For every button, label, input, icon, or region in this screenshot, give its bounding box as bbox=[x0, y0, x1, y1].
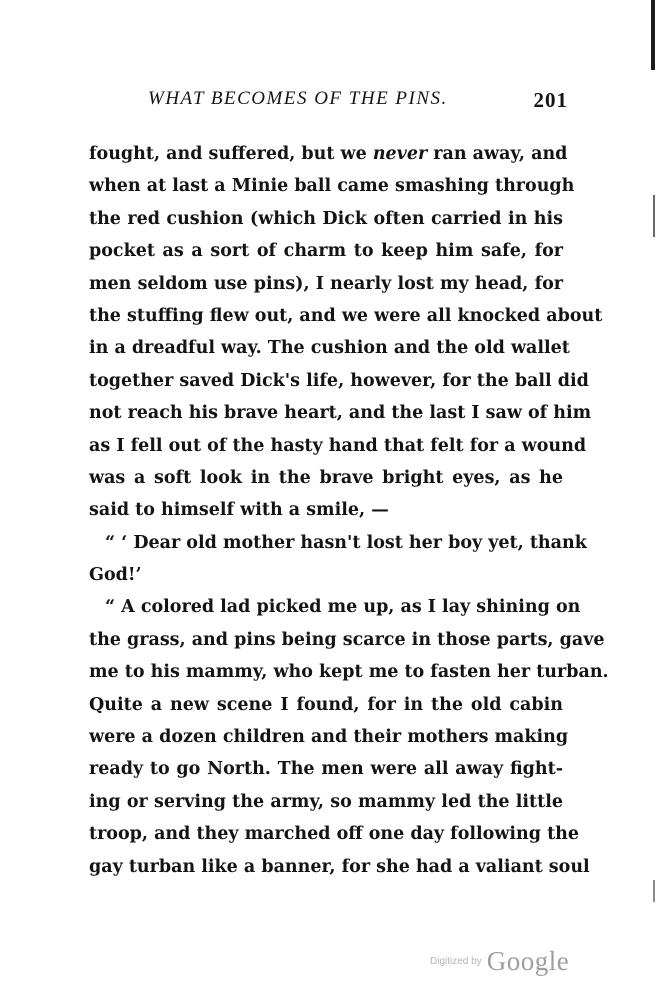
text-line-7: in a dreadful way. The cushion and the old wallet bbox=[89, 338, 570, 359]
text-line-1 bbox=[89, 138, 568, 170]
text-line-10: as I fell out of the hasty hand that felt for a wound bbox=[89, 435, 587, 456]
running-head bbox=[148, 88, 568, 118]
text-line-11: was a soft look in the brave bright eyes, as he bbox=[89, 467, 563, 488]
running-title: WHAT BECOMES OF THE PINS. bbox=[148, 88, 448, 109]
page-edge-shadow bbox=[651, 0, 655, 70]
text-line-18: Quite a new scene I found, for in the old cabin bbox=[89, 694, 563, 715]
text-line-5: men seldom use pins), I nearly lost my head, for bbox=[89, 273, 563, 294]
emphasis-word: never bbox=[372, 144, 428, 164]
watermark-brand: Google bbox=[486, 946, 570, 976]
text-line-22: troop, and they marched off one day following the bbox=[89, 824, 580, 845]
text-line-14: God!’ bbox=[89, 565, 142, 586]
body-text bbox=[89, 138, 609, 883]
text-line-19: were a dozen children and their mothers making bbox=[89, 727, 569, 748]
text-line-9: not reach his brave heart, and the last I saw of him bbox=[89, 403, 592, 424]
text-line-3: the red cushion (which Dick often carried in his bbox=[89, 208, 563, 229]
text-line-4: pocket as a sort of charm to keep him safe, for bbox=[89, 241, 563, 262]
page-number: 201 bbox=[533, 88, 568, 112]
text-segment: fought, and suffered, but we bbox=[89, 144, 373, 164]
text-line-21: ing or serving the army, so mammy led the little bbox=[89, 791, 563, 812]
text-line-2: when at last a Minie ball came smashing through bbox=[89, 176, 575, 197]
text-line-13: “ ‘ Dear old mother hasn't lost her boy yet, thank bbox=[105, 532, 587, 553]
digitization-watermark bbox=[430, 946, 570, 978]
text-line-12: said to himself with a smile, — bbox=[89, 500, 389, 521]
text-line-17: me to his mammy, who kept me to fasten her turban. bbox=[89, 662, 609, 683]
text-line-15: “ A colored lad picked me up, as I lay shining on bbox=[105, 597, 581, 618]
page-edge-mark bbox=[653, 880, 655, 902]
text-segment: ran away, and bbox=[427, 144, 568, 164]
text-line-6: the stuffing flew out, and we were all knocked about bbox=[89, 305, 603, 326]
text-line-16: the grass, and pins being scarce in those parts, gave bbox=[89, 629, 605, 650]
text-line-8: together saved Dick's life, however, for the ball did bbox=[89, 370, 589, 391]
watermark-prefix: Digitized by bbox=[430, 956, 482, 967]
page-edge-mark bbox=[653, 195, 655, 237]
text-line-23: gay turban like a banner, for she had a valiant soul bbox=[89, 856, 590, 877]
text-line-20: ready to go North. The men were all away fight- bbox=[89, 759, 563, 780]
